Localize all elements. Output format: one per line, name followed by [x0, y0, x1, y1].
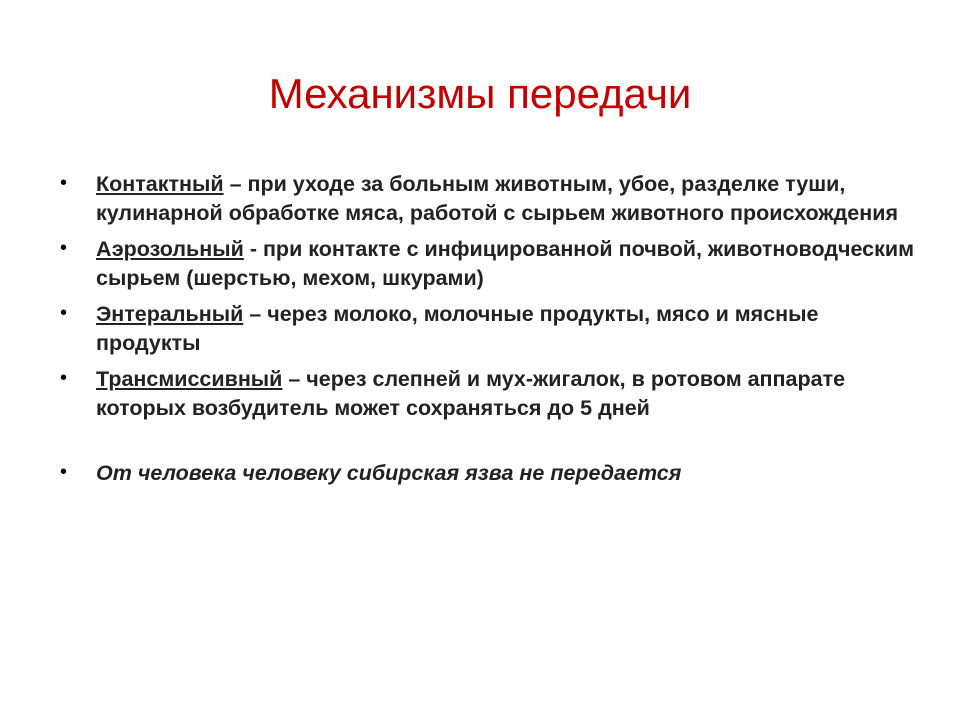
item-term: Контактный [96, 172, 224, 196]
item-text: - при контакте с инфицированной почвой, животноводческим сырьем (шерстью, мехом, шкурами) [96, 237, 914, 290]
list-item [60, 235, 920, 292]
bullet-icon: • [60, 461, 68, 483]
note-text: От человека человеку сибирская язва не передается [96, 461, 682, 485]
bullet-list [60, 170, 920, 488]
list-item [60, 170, 920, 227]
item-text: – через слепней и мух-жигалок, в ротовом аппарате которых возбудитель может сохраняться до 5 дней [96, 367, 846, 420]
bullet-icon: • [60, 367, 68, 389]
item-text: – через молоко, молочные продукты, мясо и мясные продукты [96, 302, 819, 355]
list-item [60, 300, 920, 357]
item-term: Трансмиссивный [96, 367, 283, 391]
bullet-icon: • [60, 302, 68, 324]
bullet-icon: • [60, 237, 68, 259]
slide-title: Механизмы передачи [268, 70, 692, 117]
item-text: – при уходе за больным животным, убое, разделке туши, кулинарной обработке мяса, работой с сырьем животного происхождения [96, 172, 898, 225]
list-item [60, 365, 920, 422]
list-item-note [60, 459, 920, 488]
item-term: Аэрозольный [96, 237, 244, 261]
item-term: Энтеральный [96, 302, 244, 326]
bullet-icon: • [60, 172, 68, 194]
